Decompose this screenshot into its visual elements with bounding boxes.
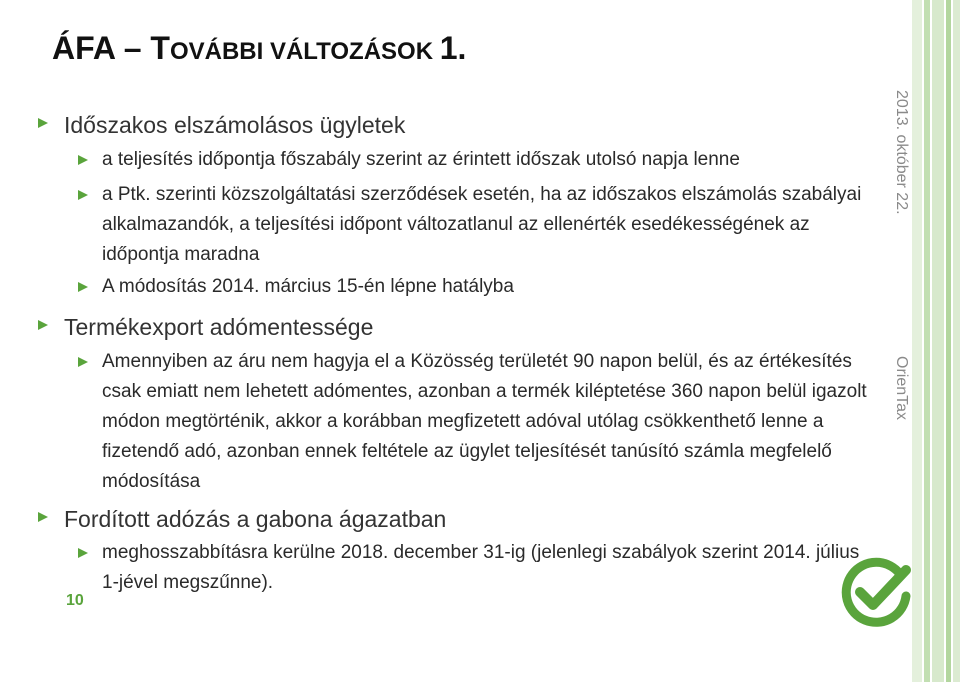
bullet-heading — [38, 310, 373, 342]
bullet-heading — [38, 502, 446, 534]
bullet-heading-text: Időszakos elszámolásos ügyletek — [64, 111, 406, 138]
arrow-bullet-icon — [78, 190, 88, 200]
title-part-2: OVÁBBI VÁLTOZÁSOK — [169, 38, 440, 65]
decorative-stripes — [912, 0, 960, 682]
side-date: 2013. október 22. — [893, 90, 910, 215]
sub-bullet-text: a Ptk. szerinti közszolgáltatási szerződések esetén, ha az időszakos elszámolás szabályai alkalmazandók, a teljesítési időpont változatlanul az ellenérték esedékességének az időpontja maradna — [102, 184, 862, 265]
title-part-1: ÁFA – T — [52, 30, 170, 66]
green-checkmark-icon — [836, 552, 916, 632]
sub-bullet — [78, 180, 878, 270]
sub-bullet — [78, 538, 878, 598]
arrow-bullet-icon — [78, 282, 88, 292]
bullet-heading-text: Termékexport adómentessége — [64, 313, 374, 340]
sub-bullet-text: A módosítás 2014. március 15-én lépne hatályba — [102, 276, 514, 297]
sub-bullet — [78, 347, 878, 497]
arrow-bullet-icon — [38, 118, 48, 128]
page-number: 10 — [66, 592, 84, 609]
arrow-bullet-icon — [38, 320, 48, 330]
slide-title — [52, 30, 466, 67]
sub-bullet-text: a teljesítés időpontja főszabály szerint az érintett időszak utolsó napja lenne — [102, 149, 740, 170]
arrow-bullet-icon — [78, 155, 88, 165]
sub-bullet-text: meghosszabbításra kerülne 2018. december 31-ig (jelenlegi szabályok szerint 2014. július 1-jével megszűnne). — [102, 542, 860, 593]
arrow-bullet-icon — [38, 512, 48, 522]
sub-bullet — [78, 272, 878, 302]
arrow-bullet-icon — [78, 548, 88, 558]
bullet-heading — [38, 108, 405, 140]
sub-bullet — [78, 145, 878, 175]
sub-bullet-text: Amennyiben az áru nem hagyja el a Közösség területét 90 napon belül, és az értékesítés csak emiatt nem lehetett adómentes, azonban a termék kiléptetése 360 napon belül igazolt módon megtörténik, akkor a korábban megfizetett adóval utólag csökkenthető lenne a fizetendő adó, azonban ennek feltétele az ügylet teljesítését tanúsító számla megfelelő módosítása — [102, 351, 867, 492]
title-part-3: 1. — [439, 30, 467, 66]
bullet-heading-text: Fordított adózás a gabona ágazatban — [64, 505, 447, 532]
side-brand: OrienTax — [893, 356, 910, 421]
arrow-bullet-icon — [78, 357, 88, 367]
